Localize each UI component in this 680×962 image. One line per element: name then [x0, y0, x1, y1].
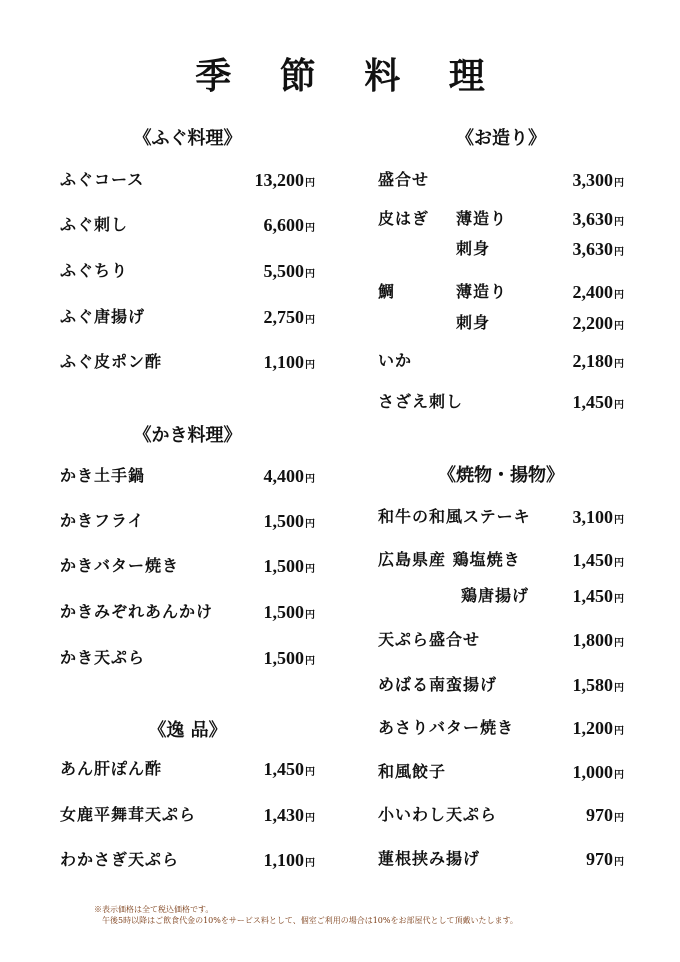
item-price: 1,450円 [572, 550, 624, 570]
item-price: 1,580円 [572, 675, 624, 695]
menu-item [378, 628, 624, 652]
item-price: 970円 [586, 805, 624, 825]
item-price: 3,630円 [572, 209, 624, 229]
item-price: 970円 [586, 849, 624, 869]
item-price: 1,430円 [263, 805, 315, 825]
item-name: あさりバター焼き [378, 718, 515, 737]
item-name: かきバター焼き [60, 556, 180, 575]
item-price: 1,100円 [263, 352, 315, 372]
item-price: 1,500円 [263, 511, 315, 531]
item-price: 1,500円 [263, 556, 315, 576]
item-name: いか [378, 351, 413, 370]
item-preparation: 薄造り [456, 209, 508, 228]
menu-item [60, 600, 315, 624]
section-heading-fugu: 《ふぐ料理》 [133, 128, 242, 149]
item-preparation: 刺身 [456, 239, 491, 258]
section-heading-yakimono: 《焼物・揚物》 [438, 465, 564, 486]
item-price: 2,400円 [572, 282, 624, 302]
section-heading-otsukuri: 《お造り》 [456, 128, 546, 149]
menu-item [378, 548, 624, 572]
item-price: 1,500円 [263, 602, 315, 622]
menu-item [378, 168, 624, 192]
menu-item [378, 390, 624, 414]
item-price: 1,450円 [263, 759, 315, 779]
item-price: 3,300円 [572, 170, 624, 190]
item-name: わかさぎ天ぷら [60, 850, 180, 869]
item-name: あん肝ぽん酢 [60, 759, 163, 778]
item-price: 3,100円 [572, 507, 624, 527]
item-name: ふぐ刺し [60, 215, 129, 234]
menu-item [60, 213, 315, 237]
footnote-service-charge-note: 午後5時以降はご飲食代金の10%をサービス料として、個室ご利用の場合は10%をお部屋代として頂戴いたします。 [102, 916, 518, 925]
item-name: かきフライ [60, 511, 145, 530]
item-name: めばる南蛮揚げ [378, 675, 498, 694]
footnote [94, 904, 634, 926]
item-name: 盛合せ [378, 170, 430, 189]
item-name: ふぐ唐揚げ [60, 307, 146, 326]
item-name: ふぐ皮ポン酢 [60, 352, 163, 371]
item-name: 天ぷら盛合せ [378, 630, 481, 649]
item-name: かき土手鍋 [60, 466, 146, 485]
item-name: 蓮根挟み揚げ [378, 849, 481, 868]
menu-item [378, 803, 624, 827]
item-price: 1,450円 [572, 392, 624, 412]
item-price: 6,600円 [263, 215, 315, 235]
item-price: 1,100円 [263, 850, 315, 870]
item-name: 和風餃子 [378, 762, 447, 781]
menu-item [60, 350, 315, 374]
item-name: 皮はぎ [378, 209, 430, 228]
menu-item [378, 207, 624, 231]
item-price: 5,500円 [263, 261, 315, 281]
section-heading-kaki: 《かき料理》 [133, 425, 242, 446]
item-name: かき天ぷら [60, 648, 146, 667]
menu-item [378, 760, 624, 784]
item-name: ふぐちり [60, 261, 129, 280]
menu-item [60, 646, 315, 670]
item-price: 2,200円 [572, 313, 624, 333]
item-preparation: 刺身 [456, 313, 491, 332]
item-price: 2,180円 [572, 351, 624, 371]
menu-item [60, 259, 315, 283]
menu-item [378, 349, 624, 373]
menu-item [60, 168, 315, 192]
section-heading-ippin: 《逸 品》 [148, 720, 227, 741]
item-price: 1,000円 [572, 762, 624, 782]
menu-item [60, 803, 315, 827]
item-price: 1,500円 [263, 648, 315, 668]
item-name: 広島県産 鶏塩焼き [378, 550, 521, 569]
item-name: かきみぞれあんかけ [60, 602, 214, 621]
item-name: 女鹿平舞茸天ぷら [60, 805, 197, 824]
item-price: 4,400円 [263, 466, 315, 486]
menu-item [378, 673, 624, 697]
menu-item [378, 311, 624, 335]
item-name: 和牛の和風ステーキ [378, 507, 531, 526]
item-price: 13,200円 [254, 170, 315, 190]
menu-item [378, 505, 624, 529]
menu-item [60, 554, 315, 578]
menu-item [60, 464, 315, 488]
menu-item [378, 280, 624, 304]
item-name: 鯛 [378, 282, 396, 301]
item-price: 1,450円 [572, 586, 624, 606]
menu-item [60, 509, 315, 533]
item-price: 1,800円 [572, 630, 624, 650]
menu-item [60, 305, 315, 329]
item-name: 小いわし天ぷら [378, 805, 498, 824]
menu-title: 季 節 料 理 [195, 55, 503, 97]
item-preparation: 鶏唐揚げ [461, 586, 530, 605]
item-name: ふぐコース [60, 170, 145, 189]
item-price: 3,630円 [572, 239, 624, 259]
footnote-tax-note: ※表示価格は全て税込価格です。 [94, 905, 214, 914]
item-name: さざえ刺し [378, 392, 464, 411]
menu-item [378, 847, 624, 871]
menu-item [60, 757, 315, 781]
menu-item [378, 716, 624, 740]
menu-item [378, 584, 624, 608]
item-price: 1,200円 [572, 718, 624, 738]
menu-item [378, 237, 624, 261]
item-preparation: 薄造り [456, 282, 508, 301]
item-price: 2,750円 [263, 307, 315, 327]
menu-item [60, 848, 315, 872]
